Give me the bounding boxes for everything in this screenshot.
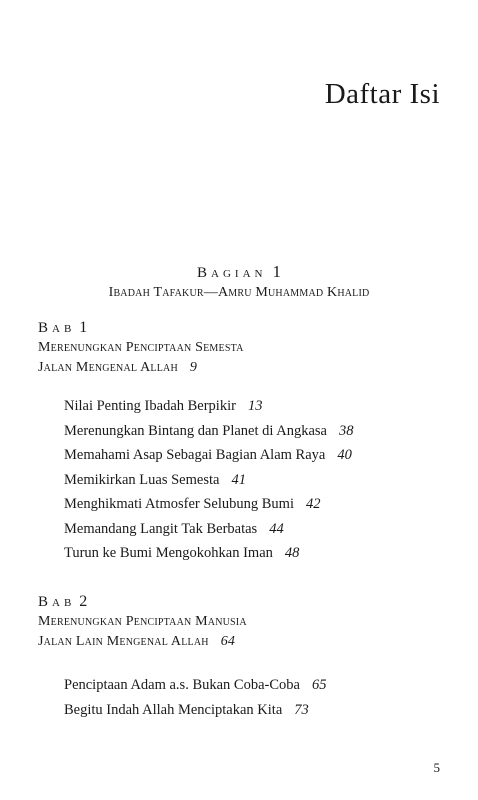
toc-entry[interactable]	[64, 698, 326, 723]
entry-page-number: 73	[294, 701, 309, 718]
chapter-label	[38, 592, 247, 612]
entry-title: Merenungkan Bintang dan Planet di Angkasa	[64, 422, 327, 439]
chapter-2-entries	[64, 673, 326, 722]
entry-page-number: 41	[231, 471, 246, 488]
part-label	[0, 262, 478, 282]
chapter-page-number: 9	[189, 360, 198, 375]
entry-page-number: 44	[269, 520, 284, 537]
page-number: 5	[433, 760, 440, 775]
entry-title: Memandang Langit Tak Berbatas	[64, 520, 258, 537]
entry-page-number: 65	[311, 677, 327, 693]
chapter-label	[38, 318, 244, 338]
entry-title: Turun ke Bumi Mengokohkan Iman	[64, 545, 273, 561]
chapter-subtitle-text: Jalan Lain Mengenal Allah	[38, 634, 209, 649]
toc-entry[interactable]	[64, 394, 353, 419]
chapter-label-text: Bab	[38, 594, 76, 610]
part-title: Ibadah Tafakur—Amru Muhammad Khalid	[108, 285, 370, 300]
toc-entry[interactable]	[64, 443, 353, 468]
part-number: 1	[272, 262, 281, 281]
toc-entry[interactable]	[64, 468, 353, 493]
chapter-subtitle	[38, 358, 244, 378]
entry-title: Nilai Penting Ibadah Berpikir	[64, 398, 236, 414]
chapter-1-entries	[64, 394, 353, 566]
entry-title: Penciptaan Adam a.s. Bukan Coba-Coba	[64, 677, 300, 693]
entry-title: Memikirkan Luas Semesta	[64, 471, 220, 488]
toc-entry[interactable]	[64, 517, 353, 542]
chapter-number: 1	[79, 319, 88, 336]
chapter-title: Merenungkan Penciptaan Semesta	[38, 340, 244, 355]
chapter-subtitle	[38, 632, 247, 652]
toc-entry[interactable]	[64, 492, 353, 517]
chapter-1-heading	[38, 318, 244, 378]
toc-entry[interactable]	[64, 673, 326, 698]
chapter-2-heading	[38, 592, 247, 652]
chapter-label-text: Bab	[38, 320, 76, 336]
chapter-number: 2	[79, 593, 88, 610]
entry-title: Memahami Asap Sebagai Bagian Alam Raya	[64, 447, 326, 463]
entry-page-number: 48	[284, 545, 300, 561]
entry-page-number: 40	[337, 447, 352, 463]
chapter-page-number: 64	[220, 634, 236, 649]
entry-page-number: 13	[247, 398, 263, 414]
chapter-title: Merenungkan Penciptaan Manusia	[38, 614, 247, 629]
page-title: Daftar Isi	[324, 78, 440, 110]
part-label-text: Bagian	[197, 265, 267, 281]
entry-title: Begitu Indah Allah Menciptakan Kita	[64, 701, 283, 718]
chapter-subtitle-text: Jalan Mengenal Allah	[38, 360, 178, 375]
toc-entry[interactable]	[64, 419, 353, 444]
entry-title: Menghikmati Atmosfer Selubung Bumi	[64, 496, 294, 512]
entry-page-number: 42	[305, 496, 321, 512]
entry-page-number: 38	[338, 422, 354, 439]
toc-entry[interactable]	[64, 541, 353, 566]
